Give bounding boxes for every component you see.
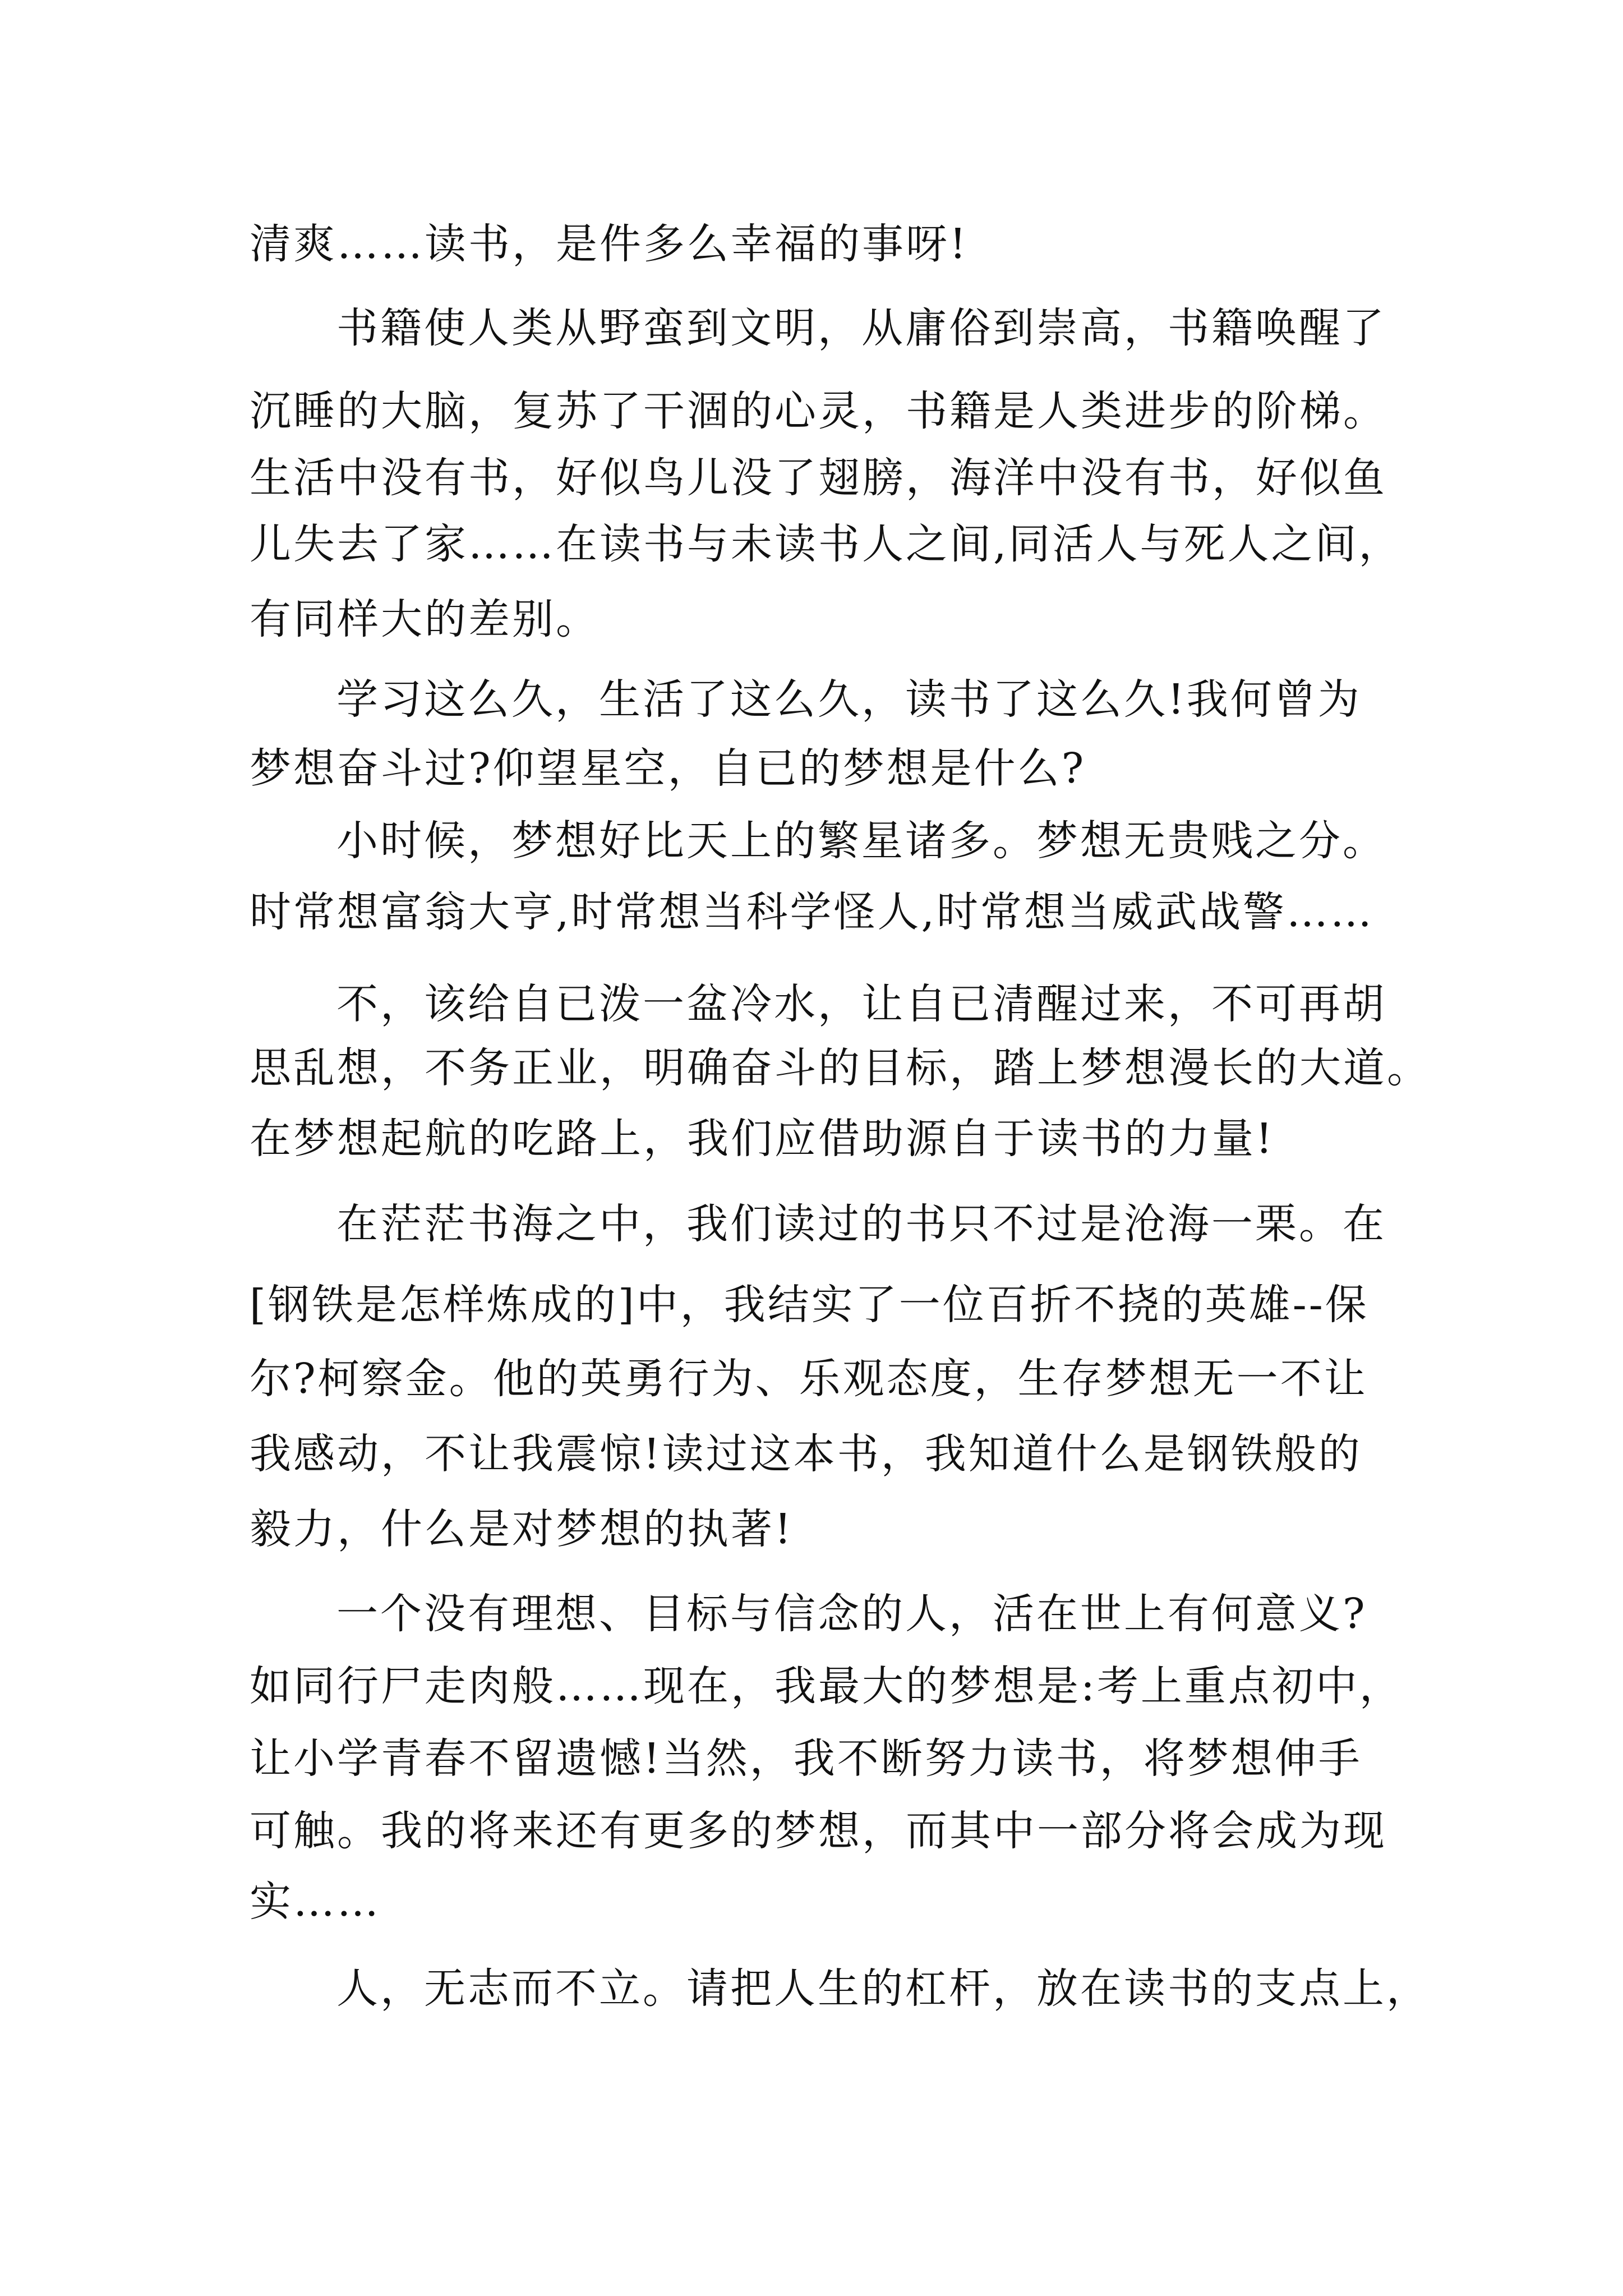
text-line: 不，该给自已泼一盆冷水，让自已清醒过来，不可再胡 <box>336 980 1386 1028</box>
text-line: 儿失去了家……在读书与未读书人之间,同活人与死人之间， <box>250 520 1403 568</box>
text-line: 在茫茫书海之中，我们读过的书只不过是沧海一栗。在 <box>336 1200 1386 1248</box>
text-line: 书籍使人类从野蛮到文明，从庸俗到崇高，书籍唤醒了 <box>336 304 1386 352</box>
text-line: 沉睡的大脑，复苏了干涸的心灵，书籍是人类进步的阶梯。 <box>250 387 1387 435</box>
text-line: 实…… <box>250 1878 381 1926</box>
text-line: 人，无志而不立。请把人生的杠杆，放在读书的支点上， <box>336 1964 1430 2013</box>
text-line: 时常想富翁大亨,时常想当科学怪人,时常想当威武战警…… <box>250 888 1375 936</box>
text-line: 在梦想起航的吃路上，我们应借助源自于读书的力量! <box>250 1115 1275 1163</box>
text-line: 清爽……读书，是件多么幸福的事呀! <box>250 220 969 268</box>
text-line: 有同样大的差别。 <box>250 595 600 643</box>
text-line: 让小学青春不留遗憾!当然，我不断努力读书，将梦想伸手 <box>250 1734 1362 1783</box>
text-line: 我感动，不让我震惊!读过这本书，我知道什么是钢铁般的 <box>250 1430 1362 1478</box>
text-line: 尔?柯察金。他的英勇行为、乐观态度，生存梦想无一不让 <box>250 1355 1368 1403</box>
text-line: 学习这么久，生活了这么久，读书了这么久!我何曾为 <box>336 675 1362 724</box>
text-line: 一个没有理想、目标与信念的人，活在世上有何意义? <box>336 1590 1367 1638</box>
text-line: [钢铁是怎样炼成的]中，我结实了一位百折不挠的英雄--保 <box>250 1281 1369 1329</box>
text-line: 小时候，梦想好比天上的繁星诸多。梦想无贵贱之分。 <box>336 817 1386 865</box>
text-line: 梦想奋斗过?仰望星空，自已的梦想是什么? <box>250 744 1086 793</box>
text-line: 生活中没有书，好似鸟儿没了翅膀，海洋中没有书，好似鱼 <box>250 454 1387 502</box>
text-line: 可触。我的将来还有更多的梦想，而其中一部分将会成为现 <box>250 1807 1387 1855</box>
text-line: 毅力，什么是对梦想的执著! <box>250 1505 794 1553</box>
text-line: 思乱想，不务正业，明确奋斗的目标，踏上梦想漫长的大道。 <box>250 1044 1431 1092</box>
text-line: 如同行尸走肉般……现在，我最大的梦想是:考上重点初中， <box>250 1662 1403 1710</box>
